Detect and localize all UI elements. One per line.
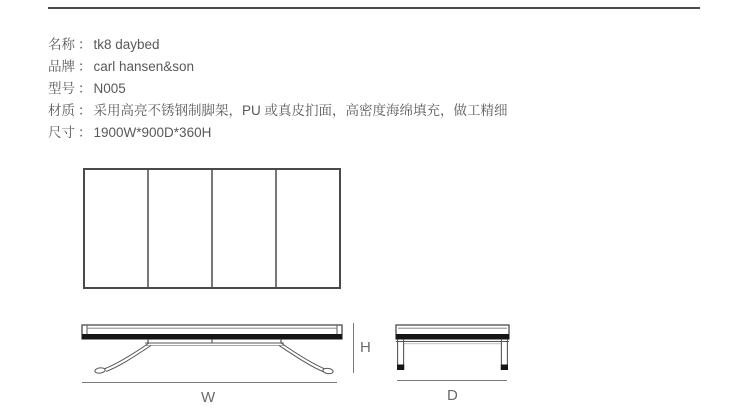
height-dimension-line xyxy=(353,323,354,373)
spec-value: N005 xyxy=(93,81,126,96)
depth-dimension-line xyxy=(397,380,507,381)
spec-separator: ： xyxy=(78,103,92,118)
side-view-drawing xyxy=(394,320,514,375)
spec-value: carl hansen&son xyxy=(93,59,195,74)
spec-separator: ： xyxy=(78,59,92,74)
spec-row-model xyxy=(48,78,698,100)
top-view-drawing xyxy=(83,168,341,289)
spec-label: 尺寸 xyxy=(48,125,75,140)
front-view-drawing xyxy=(78,320,368,378)
spec-value: 1900W*900D*360H xyxy=(93,125,212,140)
spec-row-brand xyxy=(48,56,698,78)
spec-row-material xyxy=(48,100,698,122)
depth-dimension-label: D xyxy=(447,387,458,404)
height-dimension-label: H xyxy=(360,339,371,356)
width-dimension-label: W xyxy=(201,389,216,406)
spec-label: 品牌 xyxy=(48,59,75,74)
spec-separator: ： xyxy=(78,125,92,140)
spec-value: 采用高亮不锈钢制脚架，PU 或真皮扪面，高密度海绵填充，做工精细 xyxy=(93,103,508,118)
spec-label: 型号 xyxy=(48,81,75,96)
spec-value: tk8 daybed xyxy=(93,37,160,52)
spec-row-name xyxy=(48,34,698,56)
product-spec-list xyxy=(48,34,698,144)
top-divider-rule xyxy=(48,7,700,9)
spec-row-size xyxy=(48,122,698,144)
spec-label: 材质 xyxy=(48,103,75,118)
spec-separator: ： xyxy=(78,37,92,52)
spec-separator: ： xyxy=(78,81,92,96)
width-dimension-line xyxy=(82,382,337,383)
spec-label: 名称 xyxy=(48,37,75,52)
